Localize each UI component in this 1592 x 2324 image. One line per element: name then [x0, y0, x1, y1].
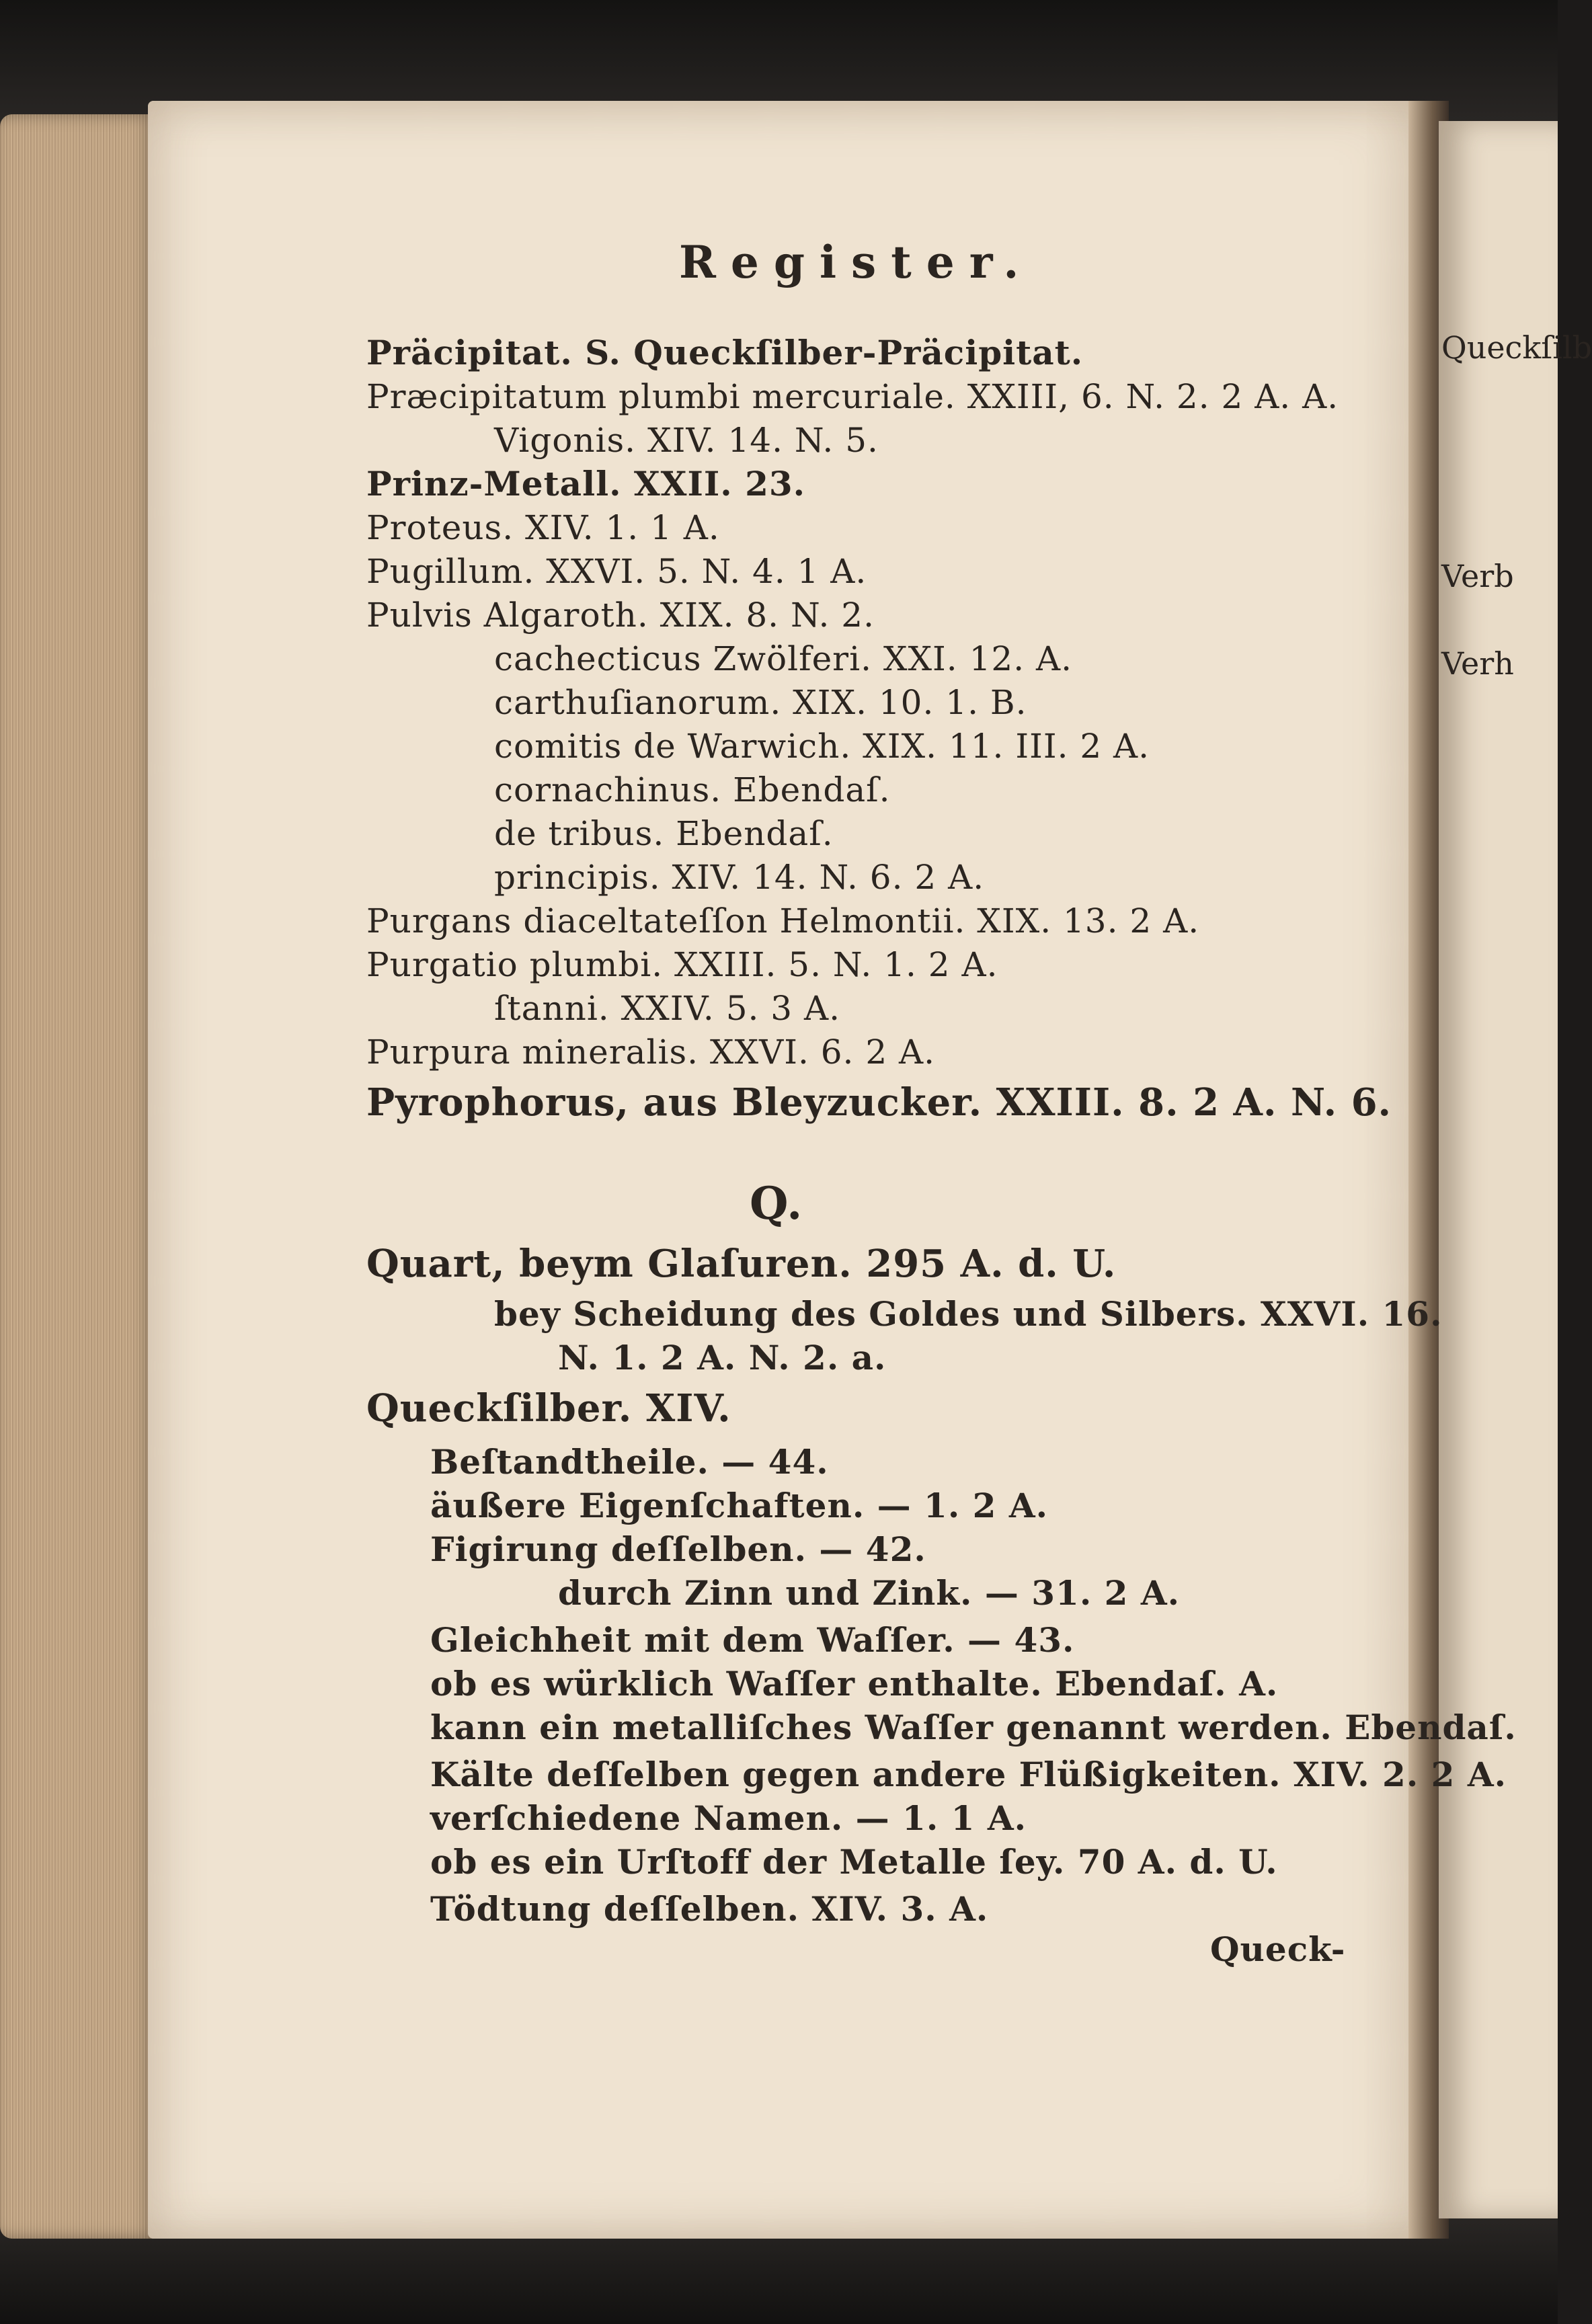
index-entry: Beſtandtheile. — 44.	[430, 1442, 829, 1482]
index-entry: Prinz-Metall. XXII. 23.	[366, 464, 806, 504]
index-entry: Purpura mineralis. XXVI. 6. 2 A.	[366, 1033, 936, 1072]
index-entry: bey Scheidung des Goldes und Silbers. XXVI. 16.	[494, 1294, 1443, 1334]
index-entry: ob es würklich Waſſer enthalte. Ebendaſ. A.	[430, 1664, 1279, 1704]
index-entry: Gleichheit mit dem Waſſer. — 43.	[430, 1620, 1075, 1660]
index-entry: Purgatio plumbi. XXIII. 5. N. 1. 2 A.	[366, 945, 998, 984]
index-entry: äußere Eigenſchaften. — 1. 2 A.	[430, 1486, 1049, 1525]
index-entry: comitis de Warwich. XIX. 11. III. 2 A.	[494, 727, 1150, 766]
index-entry: Pulvis Algaroth. XIX. 8. N. 2.	[366, 596, 875, 635]
next-page-edge	[1439, 121, 1592, 2218]
index-entry: carthuſianorum. XIX. 10. 1. B.	[494, 683, 1027, 722]
index-entry: Purgans diaceltateſſon Helmontii. XIX. 13. 2 A.	[366, 901, 1200, 940]
index-entry: durch Zinn und Zink. — 31. 2 A.	[558, 1573, 1181, 1613]
next-page-fragment: Verh	[1441, 645, 1514, 682]
index-entry: cornachinus. Ebendaſ.	[494, 770, 891, 809]
next-page-fragment: Verb	[1441, 558, 1514, 594]
index-entry: Queckſilber. XIV.	[366, 1386, 731, 1431]
index-entry: principis. XIV. 14. N. 6. 2 A.	[494, 858, 985, 897]
book-page-edges	[0, 114, 155, 2239]
index-entry: Q.	[750, 1177, 803, 1230]
index-entry: ſtanni. XXIV. 5. 3 A.	[494, 989, 840, 1028]
index-entry: kann ein metalliſches Waſſer genannt werden. Ebendaſ.	[430, 1708, 1517, 1747]
catchword: Queck-	[1210, 1929, 1346, 1969]
index-entry: Präcipitat. S. Queckſilber-Präcipitat.	[366, 333, 1084, 372]
index-entry: cachecticus Zwölferi. XXI. 12. A.	[494, 639, 1073, 678]
index-entry: Præcipitatum plumbi mercuriale. XXIII, 6. N. 2. 2 A. A.	[366, 377, 1339, 416]
index-entry: verſchiedene Namen. — 1. 1 A.	[430, 1798, 1027, 1838]
index-entry: de tribus. Ebendaſ.	[494, 814, 834, 853]
index-entry: Tödtung deſſelben. XIV. 3. A.	[430, 1889, 989, 1929]
index-entry: Proteus. XIV. 1. 1 A.	[366, 508, 720, 547]
index-entry: Vigonis. XIV. 14. N. 5.	[494, 421, 879, 460]
index-entry: Figirung deſſelben. — 42.	[430, 1529, 926, 1569]
page-title: Register.	[679, 236, 1034, 288]
index-entry: Pugillum. XXVI. 5. N. 4. 1 A.	[366, 552, 867, 591]
index-entry: Pyrophorus, aus Bleyzucker. XXIII. 8. 2 A. N. 6.	[366, 1080, 1392, 1125]
index-entry: Quart, beym Glaſuren. 295 A. d. U.	[366, 1242, 1117, 1286]
index-entry: ob es ein Urſtoff der Metalle ſey. 70 A. d. U.	[430, 1842, 1278, 1882]
next-page-fragment: Queckſilb	[1441, 329, 1592, 366]
index-entry: N. 1. 2 A. N. 2. a.	[558, 1338, 887, 1377]
index-entry: Kälte deſſelben gegen andere Flüßigkeiten. XIV. 2. 2 A.	[430, 1755, 1507, 1794]
